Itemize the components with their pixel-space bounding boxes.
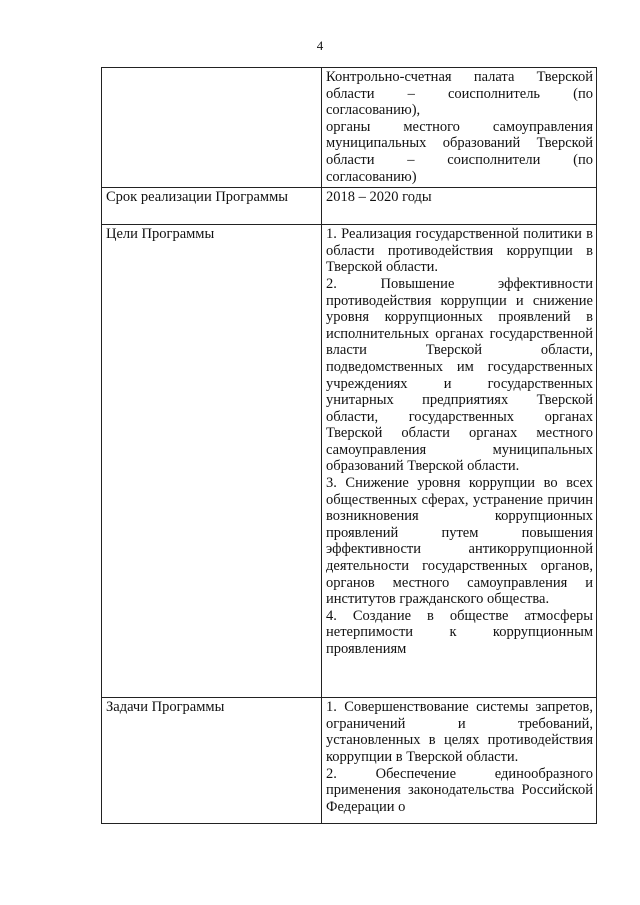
table-row: [102, 698, 597, 824]
value-paragraph: 3. Снижение уровня коррупции во всех общественных сферах, устранение причин возникновения коррупционных проявлений путем повышения эффективности антикоррупционной деятельности государственных органов, органов местного самоуправления и институтов гражданского общества.: [326, 475, 593, 608]
table-row: [102, 68, 597, 188]
row-label: [102, 68, 322, 188]
value-paragraph: 2018 – 2020 годы: [326, 189, 432, 206]
row-value: [322, 188, 597, 225]
row-label: Срок реализации Программы: [102, 188, 322, 225]
row-label: Задачи Программы: [102, 698, 322, 824]
program-passport-table: [101, 67, 597, 824]
page-number: 4: [316, 38, 324, 53]
row-label: Цели Программы: [102, 225, 322, 698]
row-value: [322, 68, 597, 188]
table-row: [102, 225, 597, 698]
row-value: [322, 698, 597, 824]
value-paragraph: 1. Реализация государственной политики в области противодействия коррупции в Тверской области.: [326, 226, 593, 276]
row-value: [322, 225, 597, 698]
value-paragraph: Контрольно-счетная палата Тверской области – соисполнитель (по согласованию),: [326, 69, 593, 119]
table-row: [102, 188, 597, 225]
value-paragraph: 2. Повышение эффективности противодействия коррупции и снижение уровня коррупционных проявлений в исполнительных органах государственной власти Тверской области, подведомственных им государственных учреждениях и государственных унитарных предприятиях Тверской области, государственных органах Тверской области органах местного самоуправления муниципальных образований Тверской области.: [326, 275, 593, 475]
value-paragraph: органы местного самоуправления муниципальных образований Тверской области – соисполнители (по согласованию): [326, 118, 593, 185]
value-paragraph: 2. Обеспечение единообразного применения законодательства Российской Федерации о: [326, 765, 593, 815]
value-paragraph: 4. Создание в обществе атмосферы нетерпимости к коррупционным проявлениям: [326, 607, 593, 657]
value-paragraph: 1. Совершенствование системы запретов, ограничений и требований, установленных в целях противодействия коррупции в Тверской области.: [326, 699, 593, 765]
